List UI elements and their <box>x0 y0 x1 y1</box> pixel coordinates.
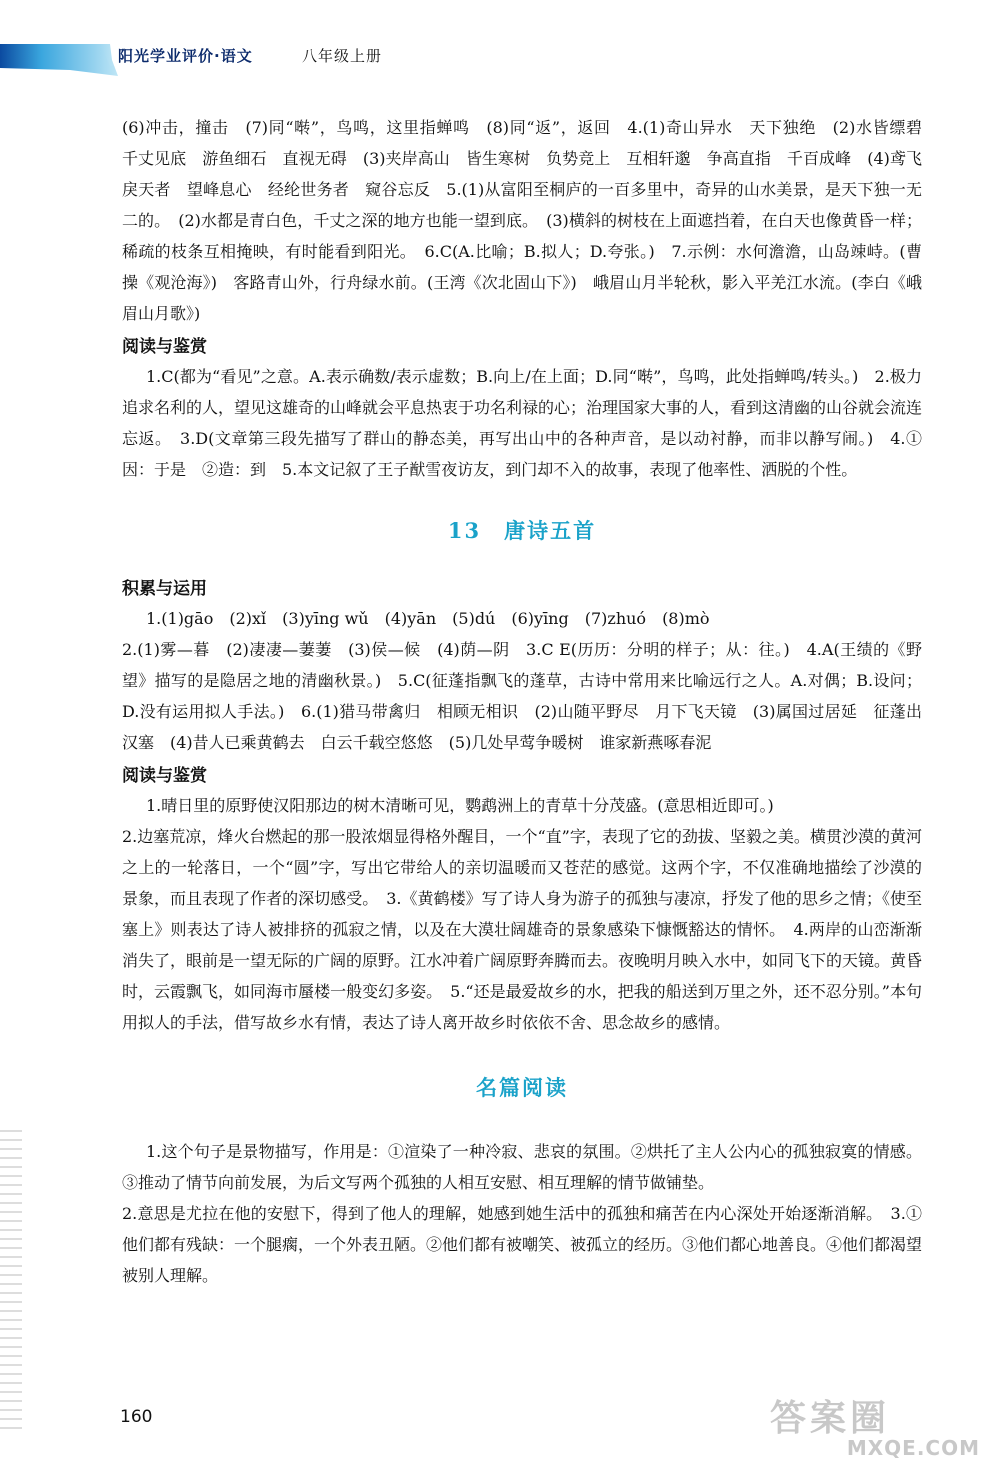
reading-heading-2: 阅读与鉴赏 <box>122 766 207 786</box>
reading-answers-1: 1.C(都为“看见”之意。A.表示确数/表示虚数；B.向上/在上面；D.同“啭”，鸟鸣，此处指蝉鸣/转头。) 2.极力追求名利的人，望见这雄奇的山峰就会平息热衷于功名利禄的心；治理国家大事的人，看到这清幽的山谷就会流连忘返。 3.D(文章第三段先描写了群山的静态美，再写出山中的各种声音，是以动衬静，而非以静写闹。) 4.①因：于是 ②造：到 5.本文记叙了王子猷雪夜访友，到门却不入的故事，表现了他率性、洒脱的个性。 <box>122 367 923 479</box>
reading-answer-1: 1.晴日里的原野使汉阳那边的树木清晰可见，鹦鹉洲上的青草十分茂盛。(意思相近即可。) <box>146 796 774 815</box>
answers-continued: (6)冲击，撞击 (7)同“啭”，鸟鸣，这里指蝉鸣 (8)同“返”，返回 4.(1)奇山异水 天下独绝 (2)水皆缥碧 千丈见底 游鱼细石 直视无碍 (3)夹岸高山 皆生寒树 负势竞上 互相轩邈 争高直指 千百成峰 (4)鸢飞戾天者 望峰息心 经纶世务者 窥谷忘反 5.(1)从富阳至桐庐的一百多里中，奇异的山水美景，是天下独一无二的。 (2)水都是青白色，千丈之深的地方也能一望到底。 (3)横斜的树枝在上面遮挡着，在白天也像黄昏一样；稀疏的枝条互相掩映，有时能看到阳光。 6.C(A.比喻；B.拟人；D.夸张。) 7.示例：水何澹澹，山岛竦峙。(曹操《观沧海》) 客路青山外，行舟绿水前。(王湾《次北固山下》) 峨眉山月半轮秋，影入平羌江水流。(李白《峨眉山月歌》) <box>122 118 939 323</box>
watermark <box>770 1390 990 1460</box>
reading-heading-1: 阅读与鉴赏 <box>122 337 207 357</box>
answer-content <box>122 112 939 1291</box>
series-title: 阳光学业评价·语文 <box>118 47 253 65</box>
grade-label: 八年级上册 <box>302 47 383 65</box>
section-13-title: 13 唐诗五首 <box>447 518 597 543</box>
famous-answer-2: 2.意思是尤拉在他的安慰下，得到了他人的理解，她感到她生活中的孤独和痛苦在内心深处开始逐渐消解。 3.①他们都有残缺：一个腿瘸，一个外表丑陋。②他们都有被嘲笑、被孤立的经历。③他们都心地善良。④他们都渴望被别人理解。 <box>122 1204 923 1285</box>
page-number: 160 <box>120 1407 153 1427</box>
pinyin-answers: 1.(1)gāo (2)xǐ (3)yīng wǔ (4)yān (5)dú (6)yīng (7)zhuó (8)mò <box>146 609 710 628</box>
accumulation-answers: 2.(1)雾—暮 (2)凄凄—萋萋 (3)侯—候 (4)荫—阴 3.C E(历历：分明的样子；从：往。) 4.A(王绩的《野望》描写的是隐居之地的清幽秋景。) 5.C(征蓬指飘飞的蓬草，古诗中常用来比喻远行之人。A.对偶；B.设问；D.没有运用拟人手法。) 6.(1)猎马带禽归 相顾无相识 (2)山随平野尽 月下飞天镜 (3)属国过居延 征蓬出汉塞 (4)昔人已乘黄鹤去 白云千载空悠悠 (5)几处早莺争暖树 谁家新燕啄春泥 <box>122 640 922 752</box>
accumulation-heading: 积累与运用 <box>122 579 207 599</box>
watermark-title: 答案圈 <box>770 1398 891 1439</box>
famous-reading-title: 名篇阅读 <box>476 1075 568 1100</box>
famous-answer-1: 1.这个句子是景物描写，作用是：①渲染了一种冷寂、悲哀的氛围。②烘托了主人公内心的孤独寂寞的情感。③推动了情节向前发展，为后文写两个孤独的人相互安慰、相互理解的情节做铺垫。 <box>122 1142 922 1192</box>
watermark-url: MXQE.COM <box>846 1436 980 1460</box>
reading-answers-2: 2.边塞荒凉，烽火台燃起的那一股浓烟显得格外醒目，一个“直”字，表现了它的劲拔、坚毅之美。横贯沙漠的黄河之上的一轮落日，一个“圆”字，写出它带给人的亲切温暖而又苍茫的感觉。这两个字，不仅准确地描绘了沙漠的景象，而且表现了作者的深切感受。 3.《黄鹤楼》写了诗人身为游子的孤独与凄凉，抒发了他的思乡之情；《使至塞上》则表达了诗人被排挤的孤寂之情，以及在大漠壮阔雄奇的景象感染下慷慨豁达的情怀。 4.两岸的山峦渐渐消失了，眼前是一望无际的广阔的原野。江水冲着广阔原野奔腾而去。夜晚明月映入水中，如同飞下的天镜。黄昏时，云霞飘飞，如同海市蜃楼一般变幻多姿。 5.“还是最爱故乡的水，把我的船送到万里之外，还不忍分别。”本句用拟人的手法，借写故乡水有情，表达了诗人离开故乡时依依不舍、思念故乡的感情。 <box>122 827 923 1032</box>
scan-edge-artifact <box>0 1130 22 1430</box>
